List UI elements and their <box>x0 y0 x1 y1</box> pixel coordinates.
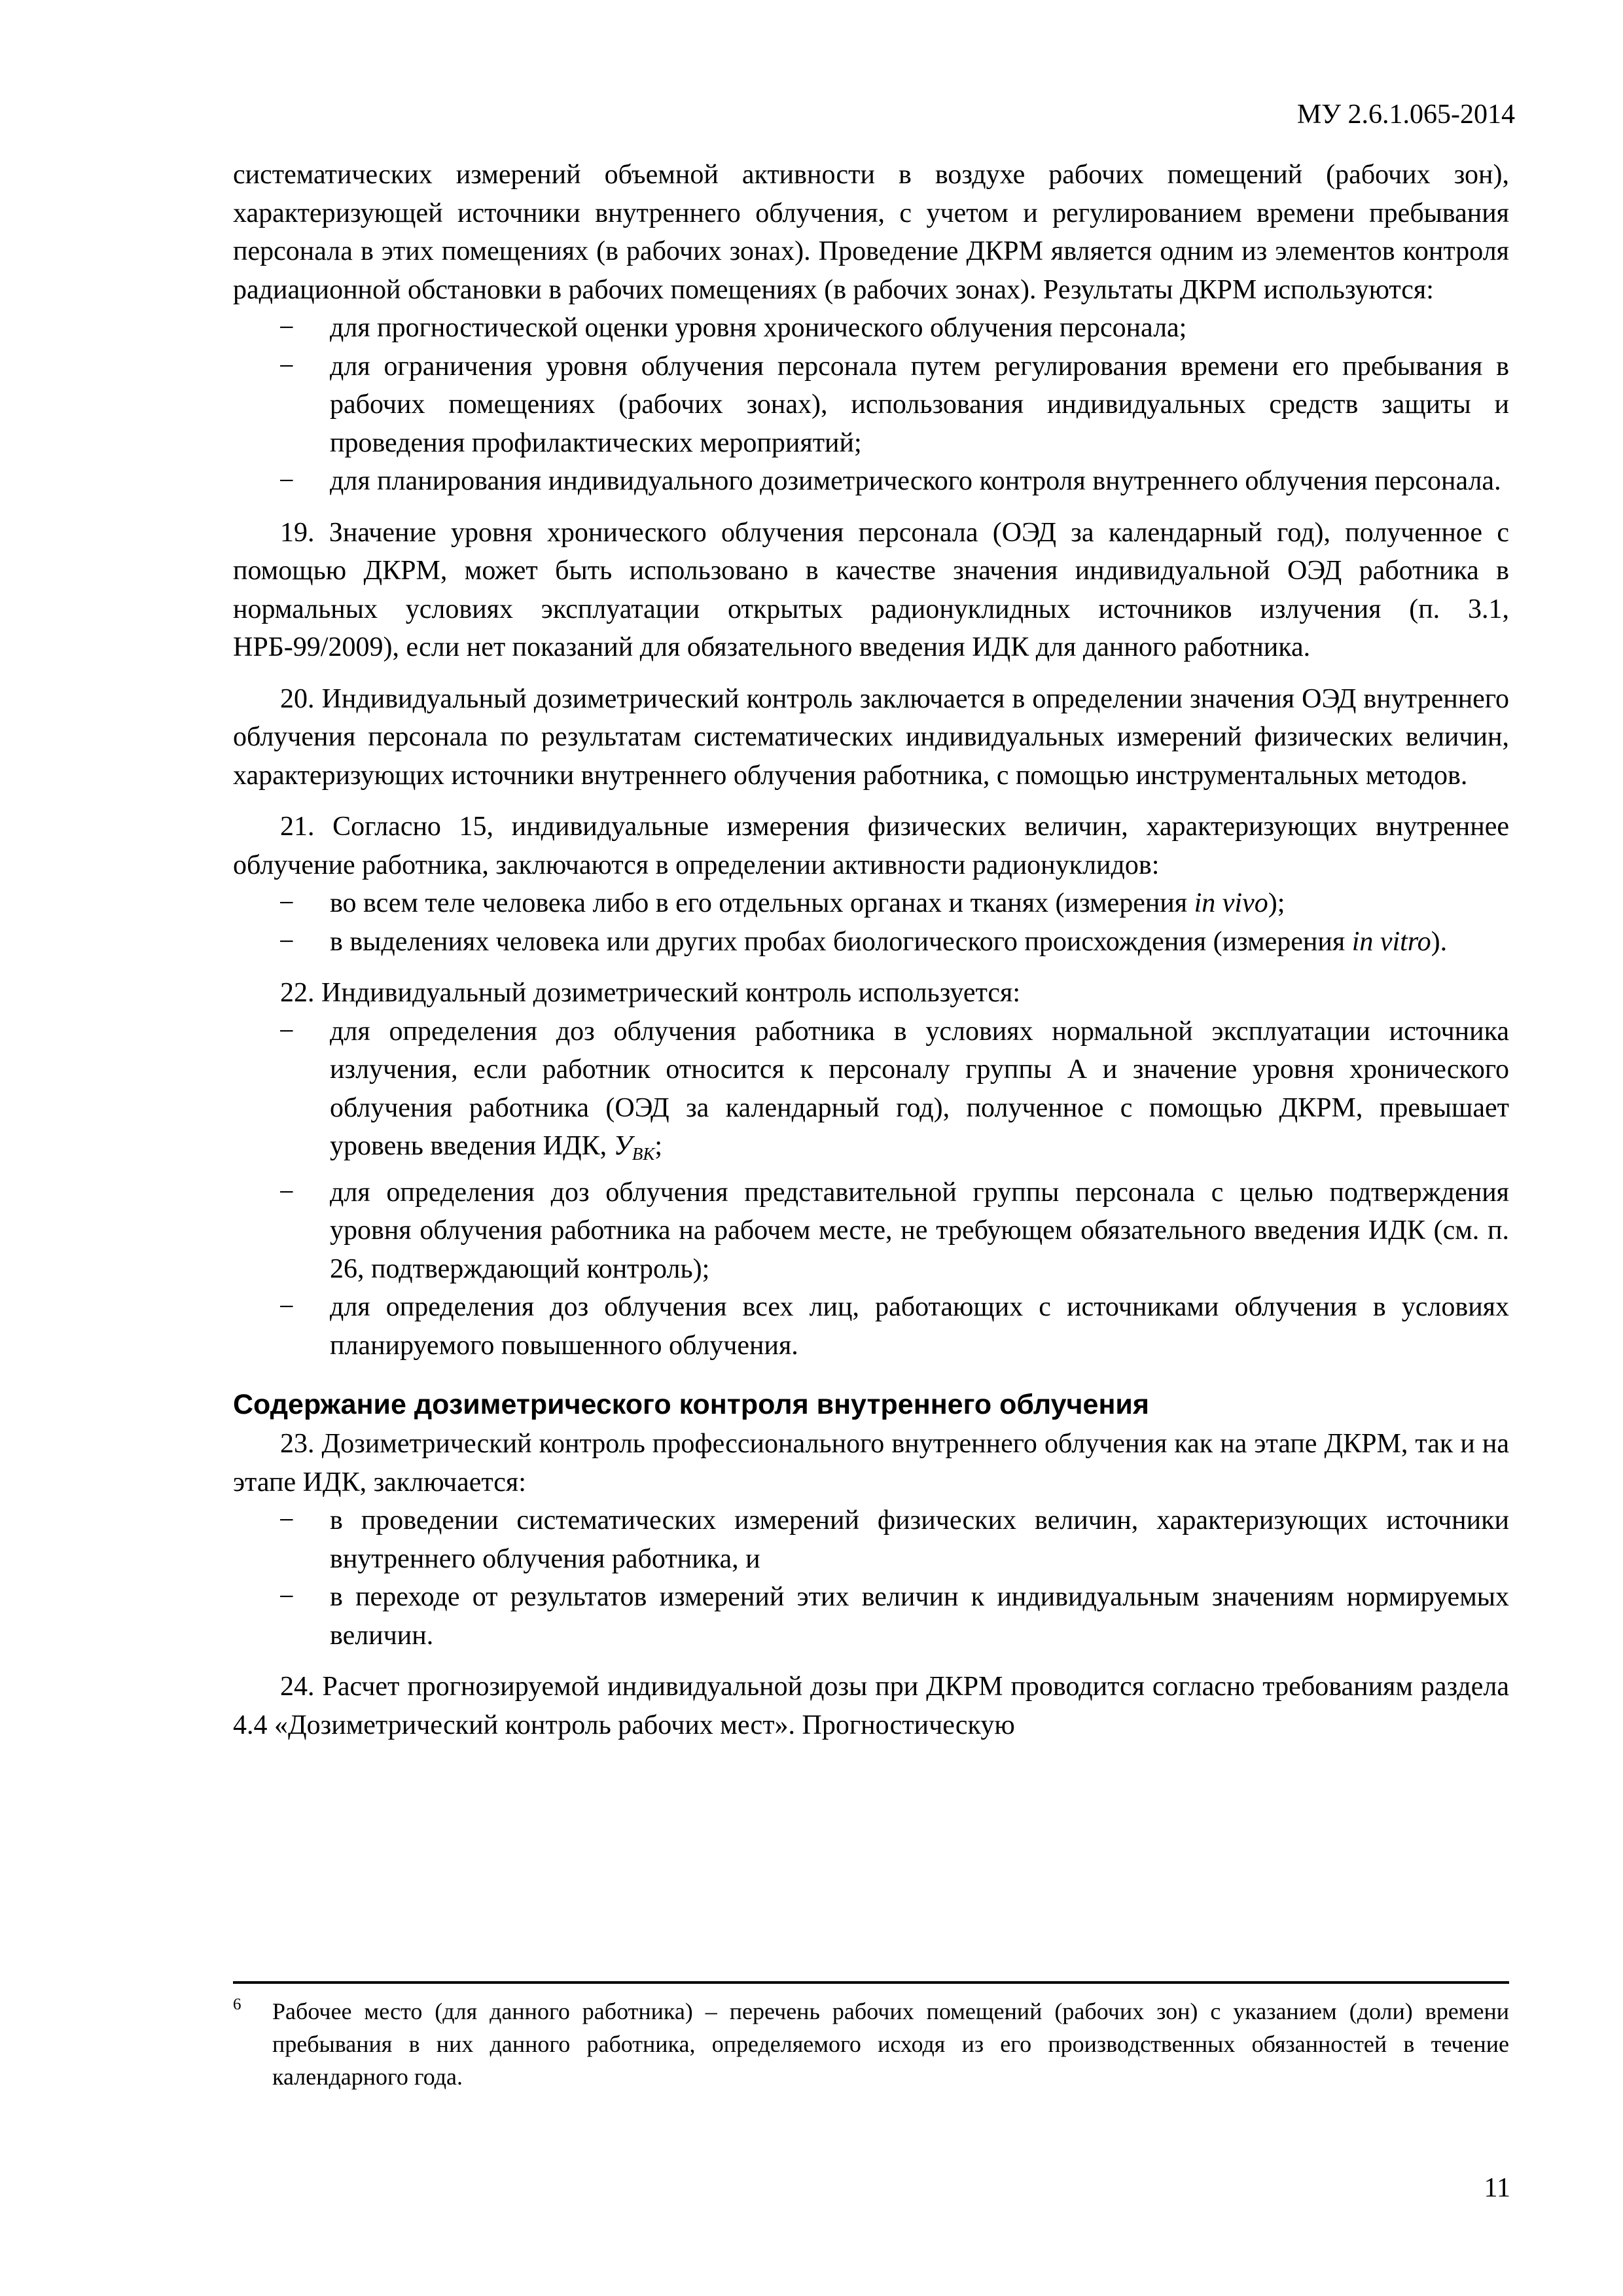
paragraph-22: 22. Индивидуальный дозиметрический контроль используется: <box>280 978 1021 1008</box>
formula-symbol: У <box>613 1131 632 1161</box>
paragraph-19: 19. Значение уровня хронического облучения персонала (ОЭД за календарный год), полученное с помощью ДКРМ, может быть использовано в качестве значения индивидуальной ОЭД работника в нормальных условиях эксплуатации открытых радионуклидных источников излучения (п. 3.1, НРБ-99/2009), если нет показаний для обязательного введения ИДК для данного работника. <box>233 517 1509 662</box>
dash-bullet: − <box>279 351 294 382</box>
page-number: 11 <box>1484 2173 1510 2203</box>
paragraph-23-list <box>233 1501 1509 1655</box>
list-item-text: ); <box>1268 888 1285 918</box>
footnote <box>233 1995 1509 2093</box>
list-item <box>233 309 1509 348</box>
list-item-text: для ограничения уровня облучения персонала путем регулирования времени его пребывания в рабочих помещениях (рабочих зонах), использования индивидуальных средств защиты и проведения профилактических мероприятий; <box>330 351 1509 458</box>
formula-subscript: ВК <box>632 1144 655 1164</box>
list-item <box>233 1578 1509 1655</box>
list-item <box>233 1501 1509 1578</box>
list-item-text: для прогностической оценки уровня хронического облучения персонала; <box>330 313 1187 343</box>
section-heading: Содержание дозиметрического контроля внутреннего облучения <box>233 1389 1149 1420</box>
latin-term: in vivo <box>1194 888 1268 918</box>
list-item <box>233 1013 1509 1174</box>
paragraph-20: 20. Индивидуальный дозиметрический контроль заключается в определении значения ОЭД внутреннего облучения персонала по результатам систематических индивидуальных измерений физических величин, характеризующих источники внутреннего облучения работника, с помощью инструментальных методов. <box>233 683 1509 791</box>
list-item-text: в переходе от результатов измерений этих величин к индивидуальным значениям нормируемых величин. <box>330 1582 1509 1651</box>
dash-bullet: − <box>279 1292 294 1322</box>
intro-paragraph: систематических измерений объемной активности в воздухе рабочих помещений (рабочих зон), характеризующей источники внутреннего облучения, с учетом и регулированием времени пребывания персонала в этих помещениях (в рабочих зонах). Проведение ДКРМ является одним из элементов контроля радиационной обстановки в рабочих помещениях (в рабочих зонах). Результаты ДКРМ используются: <box>233 160 1509 305</box>
footnote-body <box>233 1995 1509 2093</box>
latin-term: in vitro <box>1351 926 1431 957</box>
list-item <box>233 348 1509 463</box>
document-code: МУ 2.6.1.065-2014 <box>1296 99 1515 130</box>
footnote-separator <box>233 1981 1509 1984</box>
paragraph-21-list <box>233 884 1509 961</box>
list-item <box>233 1174 1509 1289</box>
paragraph-22-list <box>233 1013 1509 1365</box>
footnote-mark: 6 <box>233 1996 241 2013</box>
list-item-text: для планирования индивидуального дозиметрического контроля внутреннего облучения персонала. <box>330 466 1501 496</box>
dash-bullet: − <box>279 888 294 918</box>
dash-bullet: − <box>279 1016 294 1047</box>
list-item-text: для определения доз облучения всех лиц, работающих с источниками облучения в условиях планируемого повышенного облучения. <box>330 1292 1509 1361</box>
dash-bullet: − <box>279 313 294 343</box>
list-item <box>233 1288 1509 1365</box>
intro-list <box>233 309 1509 501</box>
paragraph-23: 23. Дозиметрический контроль профессионального внутреннего облучения как на этапе ДКРМ, так и на этапе ИДК, заключается: <box>233 1429 1509 1498</box>
list-item <box>233 462 1509 501</box>
footnote-text: Рабочее место (для данного работника) – перечень рабочих помещений (рабочих зон) с указанием (доли) времени пребывания в них данного работника, определяемого исходя из его производственных обязанностей в течение календарного года. <box>272 1998 1509 2090</box>
paragraph-24: 24. Расчет прогнозируемой индивидуальной дозы при ДКРМ проводится согласно требованиям раздела 4.4 «Дозиметрический контроль рабочих мест». Прогностическую <box>233 1672 1509 1740</box>
list-item-text: во всем теле человека либо в его отдельных органах и тканях (измерения <box>330 888 1194 918</box>
list-item <box>233 884 1509 923</box>
dash-bullet: − <box>279 466 294 496</box>
dash-bullet: − <box>279 926 294 957</box>
list-item-text: в выделениях человека или других пробах биологического происхождения (измерения <box>330 926 1352 957</box>
list-item-text: для определения доз облучения работника в условиях нормальной эксплуатации источника излучения, если работник относится к персоналу группы А и значение уровня хронического облучения работника (ОЭД за календарный год), полученное с помощью ДКРМ, превышает уровень введения ИДК, <box>330 1016 1509 1161</box>
dash-bullet: − <box>279 1505 294 1535</box>
page-body <box>233 156 1509 1744</box>
dash-bullet: − <box>279 1177 294 1208</box>
list-item <box>233 923 1509 961</box>
dash-bullet: − <box>279 1582 294 1612</box>
list-item-text: в проведении систематических измерений физических величин, характеризующих источники внутреннего облучения работника, и <box>330 1505 1509 1574</box>
list-item-text: ; <box>654 1131 663 1161</box>
list-item-text: для определения доз облучения представительной группы персонала с целью подтверждения уровня облучения работника на рабочем месте, не требующем обязательного введения ИДК (см. п. 26, подтверждающий контроль); <box>330 1177 1509 1284</box>
paragraph-21: 21. Согласно 15, индивидуальные измерения физических величин, характеризующих внутреннее облучение работника, заключаются в определении активности радионуклидов: <box>233 812 1509 880</box>
list-item-text: ). <box>1431 926 1448 957</box>
